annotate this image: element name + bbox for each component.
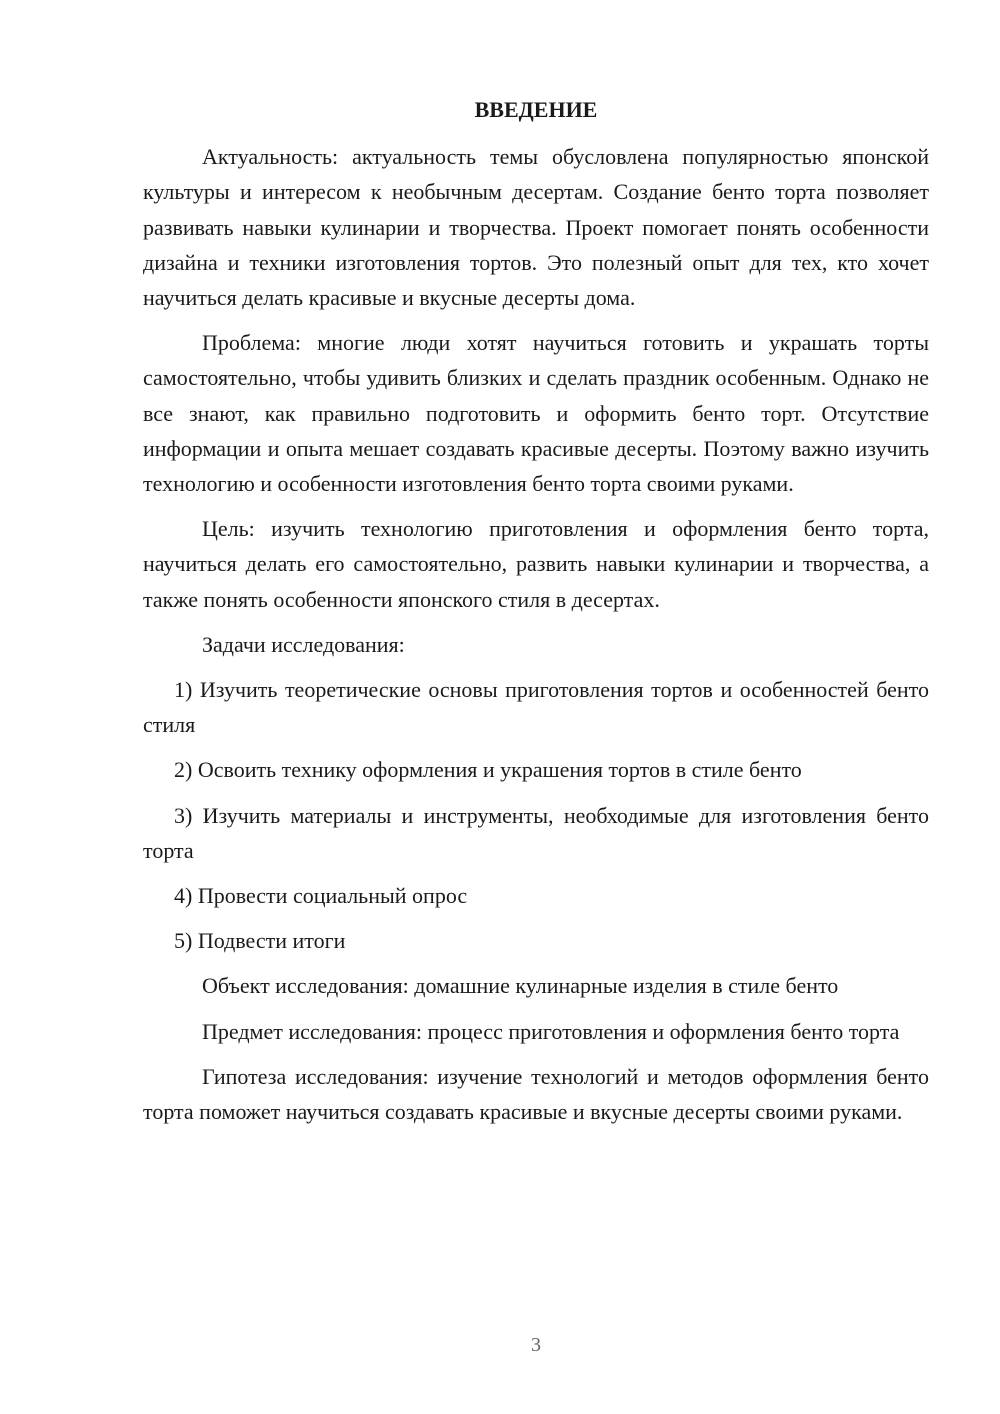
page-number: 3	[531, 1334, 541, 1356]
task-item: 1) Изучить теоретические основы приготовления тортов и особенностей бенто стиля	[143, 677, 929, 738]
paragraph-subject: Предмет исследования: процесс приготовления и оформления бенто торта	[202, 1018, 900, 1044]
task-item: 4) Провести социальный опрос	[174, 883, 468, 909]
tasks-heading: Задачи исследования:	[202, 631, 405, 657]
task-item: 2) Освоить технику оформления и украшения тортов в стиле бенто	[174, 757, 802, 783]
document-page	[143, 92, 929, 1139]
paragraph-hypothesis: Гипотеза исследования: изучение технологий и методов оформления бенто торта поможет научиться создавать красивые и вкусные десерты своими руками.	[143, 1063, 929, 1125]
paragraph-problem: Проблема: многие люди хотят научиться готовить и украшать торты самостоятельно, чтобы удивить близких и сделать праздник особенным. Однако не все знают, как правильно подготовить и оформить бенто торт. Отсутствие информации и опыта мешает создавать красивые десерты. Поэтому важно изучить технологию и особенности изготовления бенто торта своими руками.	[143, 330, 929, 497]
task-item: 5) Подвести итоги	[174, 928, 346, 954]
paragraph-goal: Цель: изучить технологию приготовления и оформления бенто торта, научиться делать его самостоятельно, развить навыки кулинарии и творчества, а также понять особенности японского стиля в десертах.	[143, 516, 929, 612]
task-item: 3) Изучить материалы и инструменты, необходимые для изготовления бенто торта	[143, 802, 929, 863]
paragraph-object: Объект исследования: домашние кулинарные изделия в стиле бенто	[202, 973, 839, 999]
page-title: ВВЕДЕНИЕ	[474, 97, 598, 122]
paragraph-relevance: Актуальность: актуальность темы обусловлена популярностью японской культуры и интересом к необычным десертам. Создание бенто торта позволяет развивать навыки кулинарии и творчества. Проект помогает понять особенности дизайна и техники изготовления тортов. Это полезный опыт для тех, кто хочет научиться делать красивые и вкусные десерты дома.	[143, 144, 929, 311]
